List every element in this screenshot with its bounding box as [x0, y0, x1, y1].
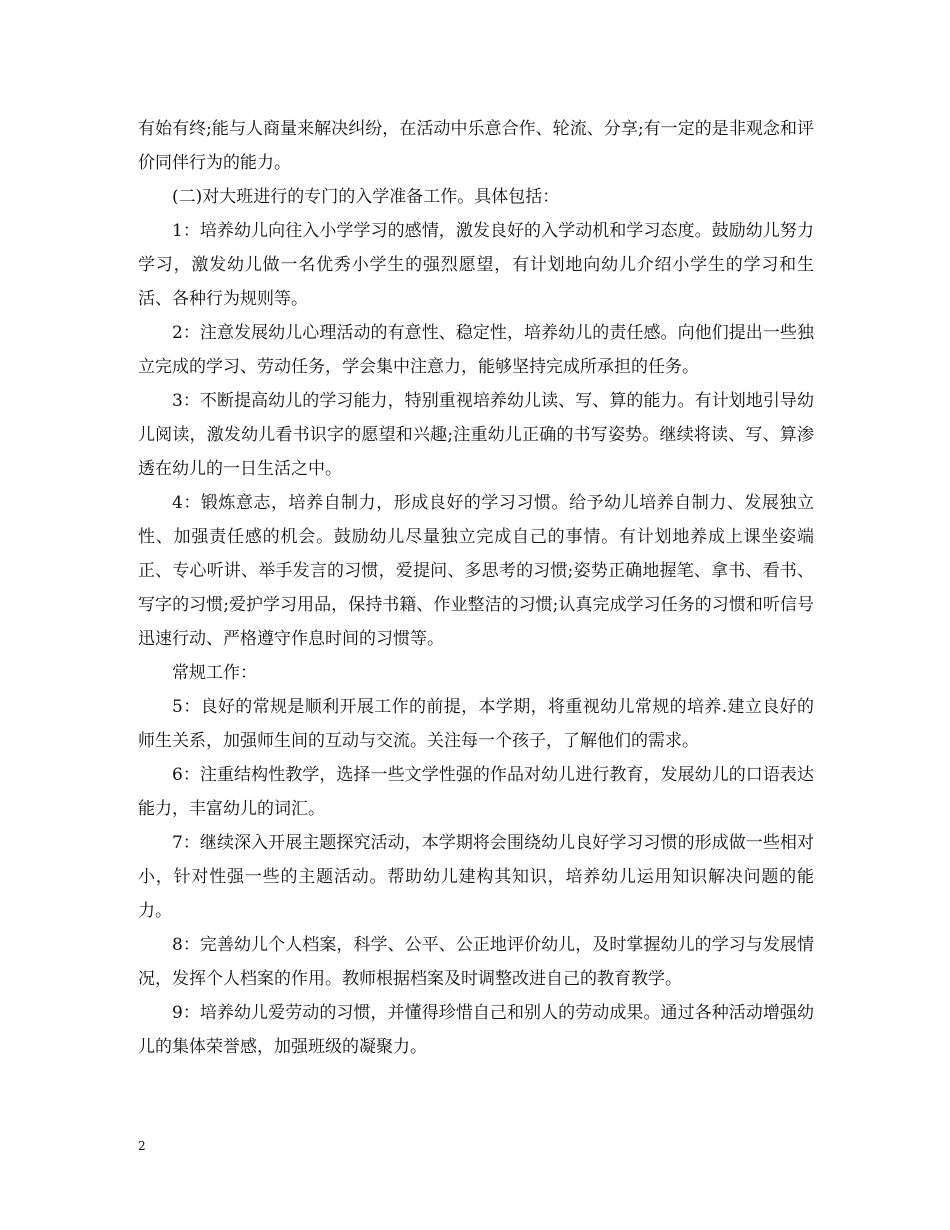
- paragraph: 1：培养幼儿向往入小学学习的感情，激发良好的入学动机和学习态度。鼓励幼儿努力学习，激发幼儿做一名优秀小学生的强烈愿望，有计划地向幼儿介绍小学生的学习和生活、各种行为规则等。: [138, 221, 814, 309]
- paragraph: 5：良好的常规是顺利开展工作的前提，本学期，将重视幼儿常规的培养.建立良好的师生关系，加强师生间的互动与交流。关注每一个孩子，了解他们的需求。: [138, 697, 814, 751]
- paragraph: 3：不断提高幼儿的学习能力，特别重视培养幼儿读、写、算的能力。有计划地引导幼儿阅读，激发幼儿看书识字的愿望和兴趣;注重幼儿正确的书写姿势。继续将读、写、算渗透在幼儿的一日生活之中。: [138, 391, 814, 479]
- paragraph: 4：锻炼意志，培养自制力，形成良好的学习习惯。给予幼儿培养自制力、发展独立性、加强责任感的机会。鼓励幼儿尽量独立完成自己的事情。有计划地养成上课坐姿端正、专心听讲、举手发言的习惯，爱提问、多思考的习惯;姿势正确地握笔、拿书、看书、写字的习惯;爱护学习用品，保持书籍、作业整洁的习惯;认真完成学习任务的习惯和听信号迅速行动、严格遵守作息时间的习惯等。: [138, 493, 814, 649]
- paragraph: 有始有终;能与人商量来解决纠纷，在活动中乐意合作、轮流、分享;有一定的是非观念和评价同伴行为的能力。: [138, 119, 814, 173]
- paragraph: 8：完善幼儿个人档案，科学、公平、公正地评价幼儿，及时掌握幼儿的学习与发展情况，发挥个人档案的作用。教师根据档案及时调整改进自己的教育教学。: [138, 935, 814, 989]
- paragraph: 2：注意发展幼儿心理活动的有意性、稳定性，培养幼儿的责任感。向他们提出一些独立完成的学习、劳动任务，学会集中注意力，能够坚持完成所承担的任务。: [138, 323, 814, 377]
- page-number: 2: [138, 1139, 146, 1153]
- paragraph: 9：培养幼儿爱劳动的习惯，并懂得珍惜自己和别人的劳动成果。通过各种活动增强幼儿的集体荣誉感，加强班级的凝聚力。: [138, 1003, 814, 1057]
- document-body: [138, 112, 814, 1064]
- paragraph: 6：注重结构性教学，选择一些文学性强的作品对幼儿进行教育，发展幼儿的口语表达能力，丰富幼儿的词汇。: [138, 765, 814, 819]
- paragraph: (二)对大班进行的专门的入学准备工作。具体包括：: [172, 187, 560, 207]
- section-heading: 常规工作：: [172, 663, 257, 683]
- paragraph: 7：继续深入开展主题探究活动，本学期将会围绕幼儿良好学习习惯的形成做一些相对小，针对性强一些的主题活动。帮助幼儿建构其知识，培养幼儿运用知识解决问题的能力。: [138, 833, 814, 921]
